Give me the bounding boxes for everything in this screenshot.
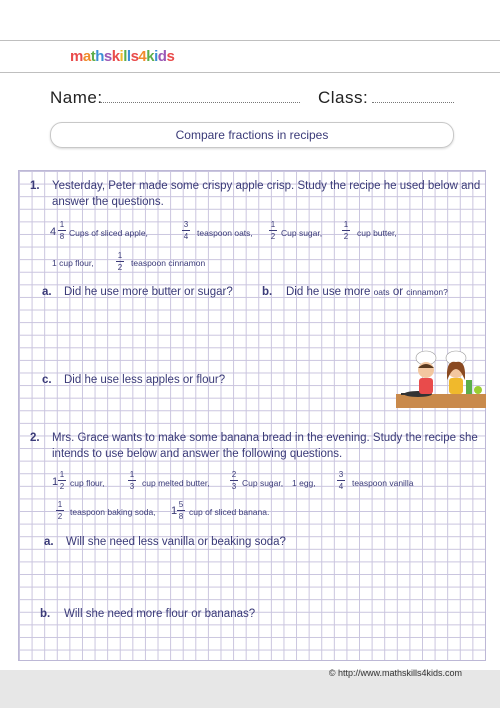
q2-ing7-fraction <box>177 500 185 521</box>
q1-ing6-fraction <box>116 251 124 272</box>
top-rule <box>0 40 500 41</box>
logo <box>70 48 174 65</box>
copyright-link[interactable]: © http://www.mathskills4kids.com <box>328 668 462 678</box>
q1b-label: b. <box>262 286 273 298</box>
grid-paper <box>18 170 486 661</box>
q2-ing5-fraction <box>337 470 345 491</box>
q2-ing2-text: cup melted butter, <box>142 478 210 488</box>
q1-ing5-text: 1 cup flour, <box>52 258 94 268</box>
fraction-bar <box>177 510 185 511</box>
q2-ing1-denominator: 2 <box>59 482 65 491</box>
q2-ing4-text: 1 egg, <box>292 478 316 488</box>
q2-ing2-denominator: 3 <box>129 482 135 491</box>
class-field-line <box>372 102 454 103</box>
fraction-bar <box>230 480 238 481</box>
q2-ing6-text: teaspoon baking soda, <box>70 507 156 517</box>
q2b-label: b. <box>40 608 51 620</box>
q2-ing1-numerator: 1 <box>59 470 65 479</box>
name-label: Name: <box>50 88 103 107</box>
kids-cooking-illustration <box>396 350 486 408</box>
q2-ing3-fraction <box>230 470 238 491</box>
q1-ing1-denominator: 8 <box>59 232 65 241</box>
fraction-bar <box>128 480 136 481</box>
q1-ing3-text: Cup sugar, <box>281 228 323 238</box>
q2-ing3-denominator: 3 <box>231 482 237 491</box>
fraction-bar <box>182 230 190 231</box>
q1-ing4-text: cup butter, <box>357 228 397 238</box>
q2-line1: Mrs. Grace wants to make some banana bread in the evening. Study the recipe she <box>52 432 478 444</box>
q2-ing5-denominator: 4 <box>338 482 344 491</box>
q1-ing1-fraction <box>58 220 66 241</box>
q1c-text: Did he use less apples or flour? <box>64 374 226 386</box>
q1-ing6-text: teaspoon cinnamon <box>131 258 206 268</box>
q2-ing2-numerator: 1 <box>129 470 135 479</box>
q2b-text: Will she need more flour or bananas? <box>64 608 256 620</box>
bottle <box>466 380 472 394</box>
q2-ing7-whole: 1 <box>171 505 178 517</box>
q1-number: 1. <box>30 180 40 192</box>
logo-letter: l <box>123 48 127 65</box>
q2-ing3-numerator: 2 <box>231 470 237 479</box>
q2-ing6-numerator: 1 <box>57 500 63 509</box>
q1-ing2-denominator: 4 <box>183 232 189 241</box>
q2-ing1-fraction <box>58 470 66 491</box>
fraction-bar <box>56 510 64 511</box>
q1-ing3-numerator: 1 <box>270 220 276 229</box>
q1a-label: a. <box>42 286 52 298</box>
q1-ing6-numerator: 1 <box>117 251 123 260</box>
q2-ing7-text: cup of sliced banana. <box>189 507 270 517</box>
q2-ing6-fraction <box>56 500 64 521</box>
name-field-line <box>100 102 300 103</box>
fraction-bar <box>116 261 124 262</box>
fraction-bar <box>58 480 66 481</box>
q2-ing5-text: teaspoon vanilla <box>352 478 414 488</box>
q2-ing5-numerator: 3 <box>338 470 344 479</box>
q1-ing4-fraction <box>342 220 350 241</box>
vegetable <box>474 386 482 394</box>
q2-ing1-text: cup flour, <box>70 478 105 488</box>
q1-line2: answer the questions. <box>52 196 164 208</box>
q1b-text-start: Did he use more <box>286 286 371 298</box>
q1-ing1-numerator: 1 <box>59 220 65 229</box>
logo-letter: d <box>157 48 167 65</box>
q1-ing6-denominator: 2 <box>117 263 123 272</box>
fraction-bar <box>342 230 350 231</box>
worksheet-title <box>50 122 454 148</box>
q1b-text <box>286 286 448 298</box>
q1-ing1-text: Cups of sliced apple, <box>69 228 148 238</box>
logo-letter: a <box>82 48 91 65</box>
q1-line1: Yesterday, Peter made some crispy apple crisp. Study the recipe he used below and <box>52 180 481 192</box>
logo-letter: i <box>154 48 158 65</box>
worksheet-title-text: Compare fractions in recipes <box>175 128 329 142</box>
q1-ing4-numerator: 1 <box>343 220 349 229</box>
q2-ing6-denominator: 2 <box>57 512 63 521</box>
q1-ing2-fraction <box>182 220 190 241</box>
q2-ing2-fraction <box>128 470 136 491</box>
logo-letter: h <box>95 48 104 65</box>
q1a-text: Did he use more butter or sugar? <box>64 286 233 298</box>
fraction-bar <box>58 230 66 231</box>
q2-line2: intends to use below and answer the following questions. <box>52 448 343 460</box>
logo-letter: 4 <box>138 48 147 65</box>
logo-letter: t <box>90 48 96 65</box>
logo-letter: l <box>126 48 131 65</box>
q2a-text: Will she need less vanilla or beaking soda? <box>66 536 286 548</box>
logo-letter: i <box>119 48 124 65</box>
logo-letter: k <box>146 48 155 65</box>
logo-letter: s <box>130 48 139 65</box>
q1-ing2-numerator: 3 <box>183 220 189 229</box>
logo-letter: s <box>103 48 112 65</box>
q1b-word-cinnamon: cinnamon? <box>406 287 448 297</box>
q2-ing3-text: Cup sugar, <box>242 478 284 488</box>
q2-number: 2. <box>30 432 40 444</box>
boy-shirt <box>419 378 433 394</box>
q1b-word-or: or <box>392 286 404 298</box>
q2a-label: a. <box>44 536 54 548</box>
fraction-bar <box>269 230 277 231</box>
q1-ing3-fraction <box>269 220 277 241</box>
logo-letter: k <box>111 48 120 65</box>
logo-letter: m <box>70 48 83 65</box>
girl-apron <box>449 378 463 394</box>
q1-ing1-whole: 4 <box>50 226 57 238</box>
header-rule <box>0 72 500 73</box>
q1b-word-oats: oats <box>373 287 390 297</box>
fraction-bar <box>337 480 345 481</box>
q2-ing7-numerator: 5 <box>178 500 184 509</box>
q1-ing3-denominator: 2 <box>270 232 276 241</box>
q1c-label: c. <box>42 374 52 386</box>
q2-ing7-denominator: 8 <box>178 512 184 521</box>
q1-ing2-text: teaspoon oats, <box>197 228 253 238</box>
q2-ing1-whole: 1 <box>52 476 59 488</box>
logo-letter: s <box>166 48 175 65</box>
class-label: Class: <box>318 88 369 107</box>
q1-ing4-denominator: 2 <box>343 232 349 241</box>
